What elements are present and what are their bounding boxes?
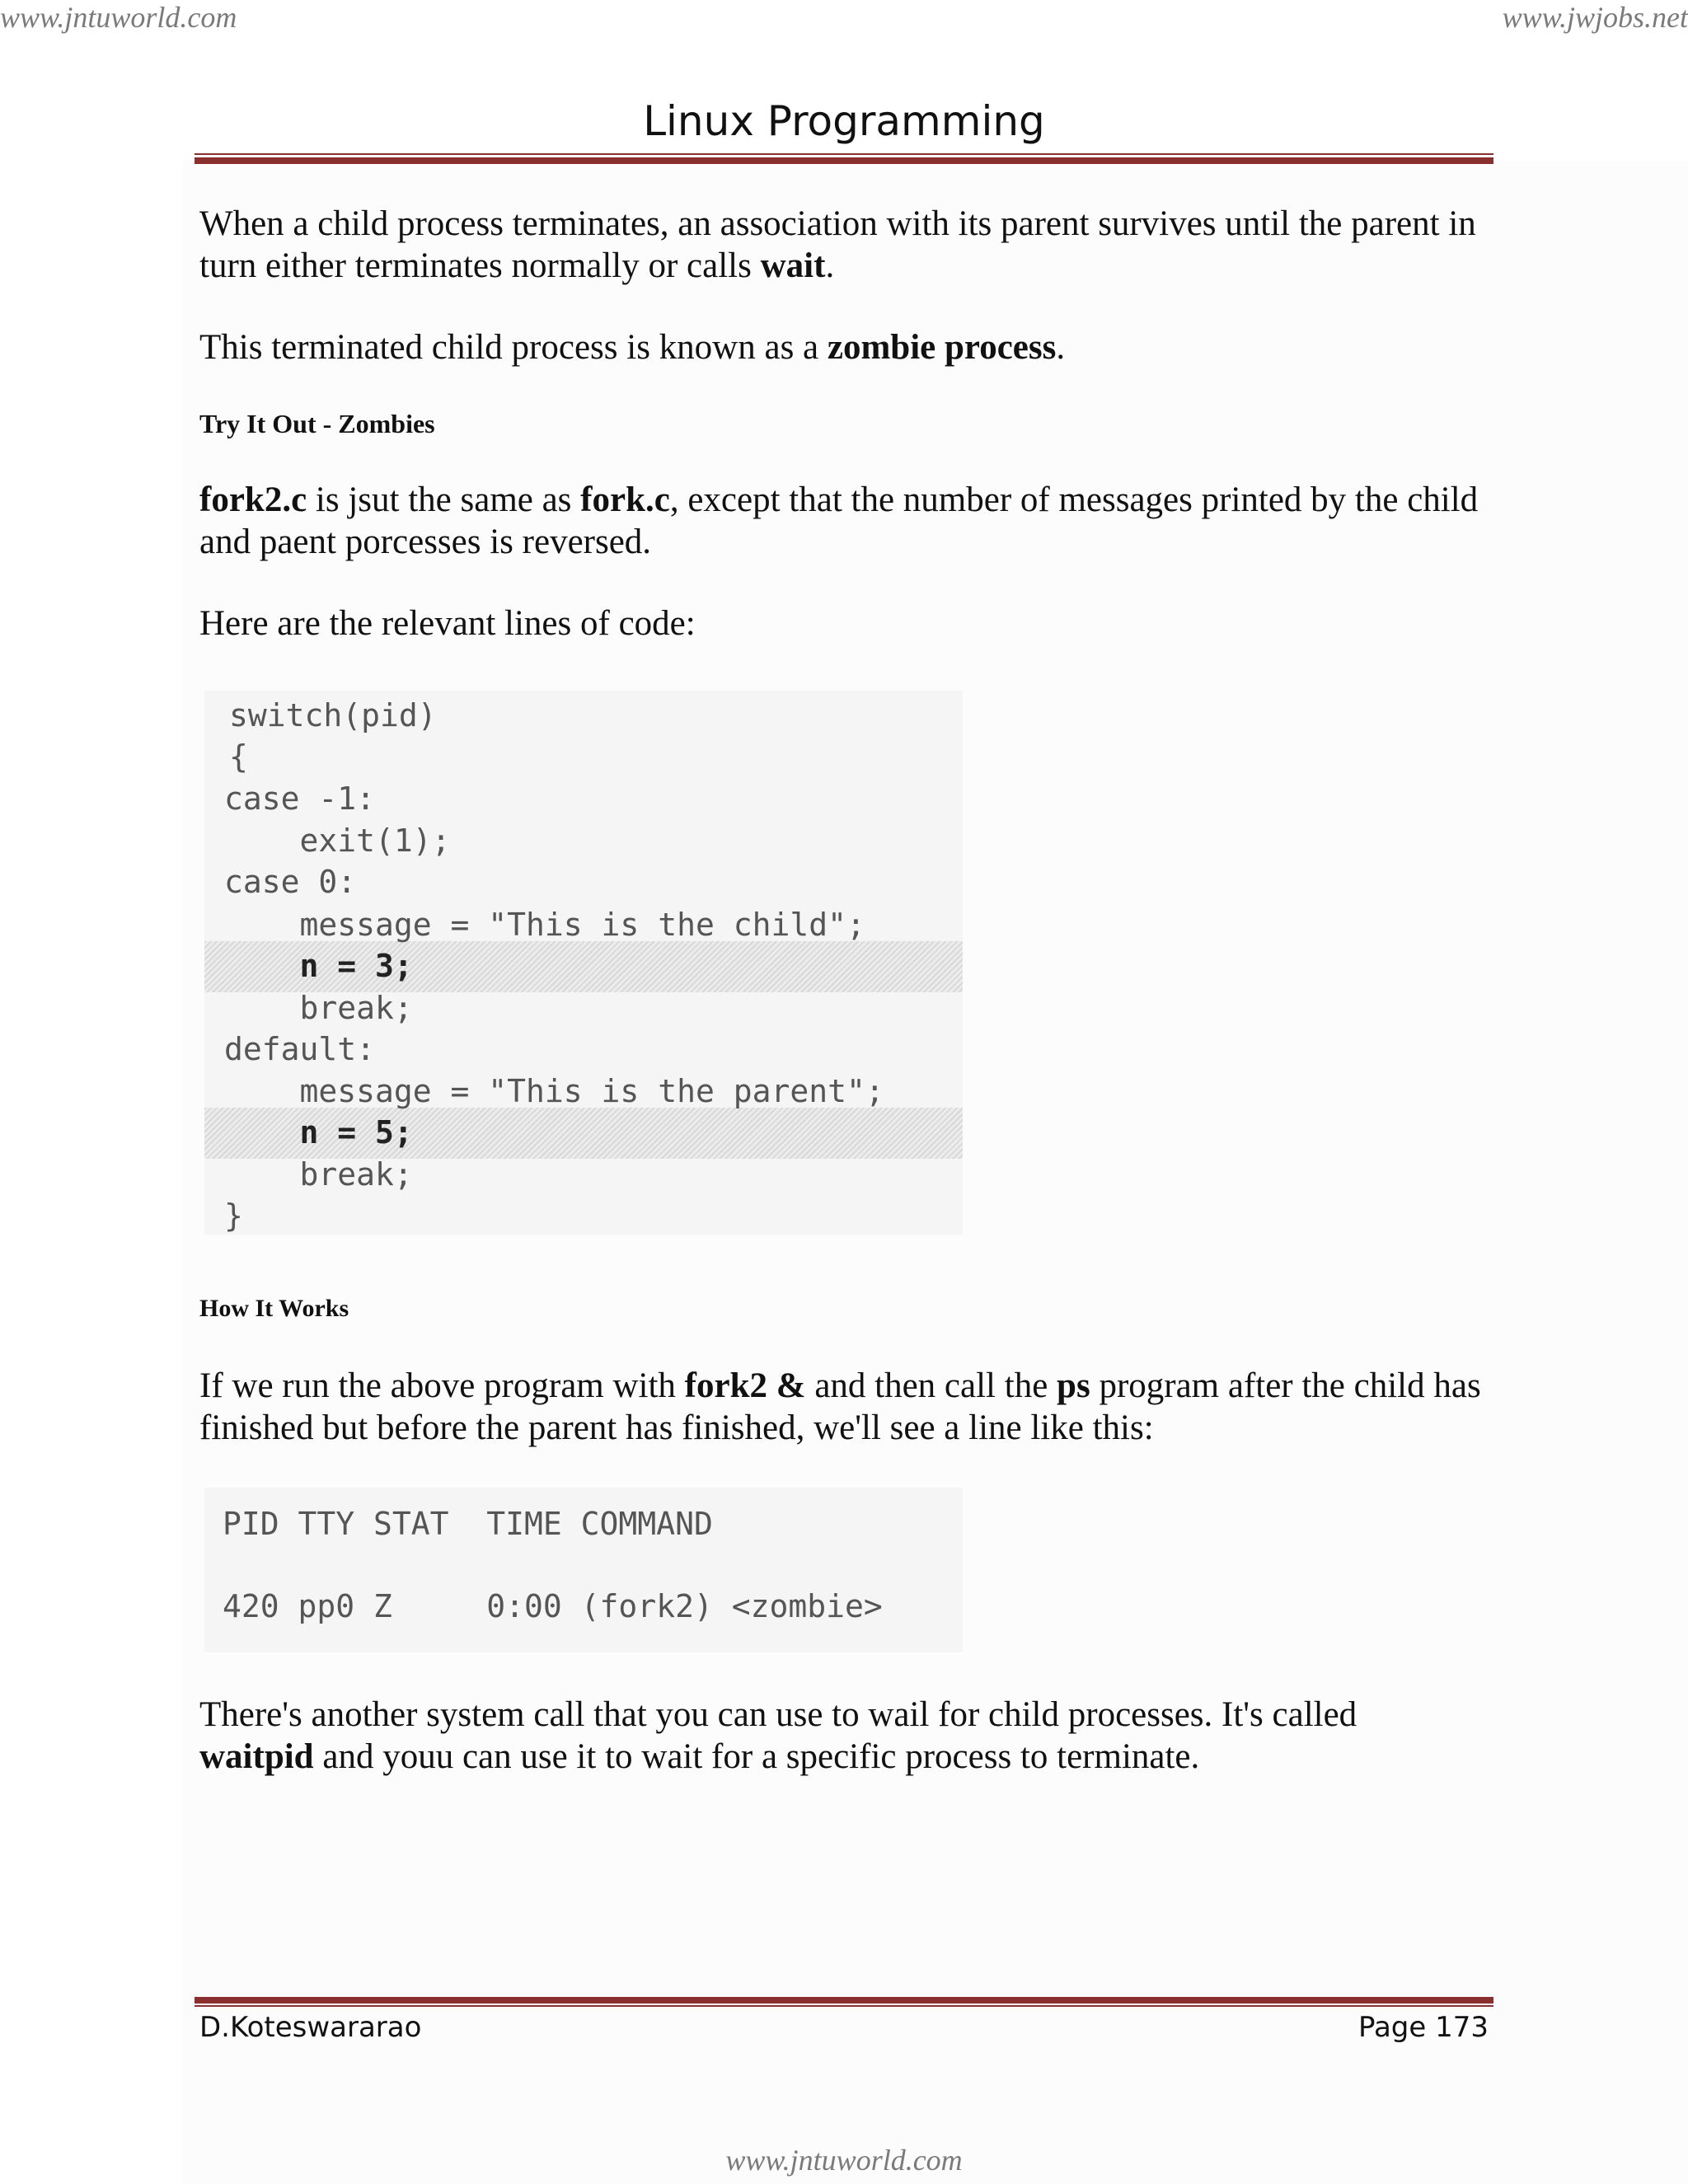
code-line: default:: [224, 1031, 376, 1067]
p2-bold-zombie-process: zombie process: [827, 328, 1057, 367]
p5-text1: If we run the above program with: [199, 1366, 685, 1405]
ps-zombie-row: 420 pp0 Z 0:00 (fork2) <zombie>: [223, 1588, 883, 1624]
ps-output: [204, 1488, 963, 1652]
p1-text2: .: [825, 246, 835, 285]
page-title: Linux Programming: [643, 97, 1045, 145]
p5-bold-fork2: fork2 &: [684, 1366, 806, 1405]
footer-rule-thick: [195, 1997, 1493, 2004]
p3-bold-fork2c: fork2.c: [199, 480, 307, 519]
paragraph-fork2-description: [199, 479, 1502, 563]
code-line: case -1:: [224, 780, 376, 817]
code-line: exit(1);: [224, 823, 451, 859]
code-line: {: [229, 738, 248, 775]
p6-text2: and youu can use it to wait for a specific process to terminate.: [313, 1737, 1200, 1776]
header-rule-thick: [195, 157, 1493, 164]
subheading-try-it-out: Try It Out - Zombies: [199, 409, 435, 438]
p1-text1: When a child process terminates, an association with its parent survives until the parent in turn either terminates normally or calls: [199, 204, 1476, 285]
code-line: case 0:: [224, 864, 357, 900]
footer-author: D.Koteswararao: [199, 2011, 422, 2044]
p1-bold-wait: wait: [760, 246, 826, 285]
header-rule-thin: [195, 153, 1493, 155]
p3-text2: , except that the number of messages printed by the child and paent porcesses is reversed.: [199, 480, 1479, 561]
code-line: n = 5;: [224, 1114, 413, 1151]
code-line: break;: [224, 990, 413, 1026]
watermark-top-left[interactable]: www.jntuworld.com: [0, 1, 237, 34]
p3-bold-forkc: fork.c: [580, 480, 670, 519]
watermark-top-right[interactable]: www.jwjobs.net: [1502, 1, 1688, 34]
footer-rule-thin: [195, 2005, 1493, 2007]
code-line: message = "This is the parent";: [224, 1073, 884, 1109]
p6-text1: There's another system call that you can use to wail for child processes. It's called: [199, 1695, 1357, 1734]
code-line: message = "This is the child";: [224, 907, 865, 943]
p2-text1: This terminated child process is known as a: [199, 328, 828, 367]
paragraph-zombie-intro: [199, 203, 1502, 287]
paragraph-ps-description: [199, 1365, 1502, 1449]
watermark-bottom[interactable]: www.jntuworld.com: [725, 2144, 963, 2177]
p6-bold-waitpid: waitpid: [199, 1737, 314, 1776]
p5-bold-ps: ps: [1057, 1366, 1090, 1405]
paragraph-zombie-definition: [199, 326, 1502, 368]
paragraph-code-intro: Here are the relevant lines of code:: [199, 604, 696, 643]
code-line: switch(pid): [229, 697, 437, 733]
ps-header-line: PID TTY STAT TIME COMMAND: [223, 1506, 713, 1542]
code-line: n = 3;: [224, 948, 413, 984]
p5-text3: program after the child has finished but before the parent has finished, we'll see a line like this:: [199, 1366, 1481, 1447]
p2-text2: .: [1056, 328, 1066, 367]
p3-text1: is jsut the same as: [307, 480, 581, 519]
paragraph-waitpid: [199, 1694, 1386, 1778]
p5-text2: and then call the: [805, 1366, 1057, 1405]
code-listing: [204, 691, 963, 1235]
code-line: break;: [224, 1156, 413, 1193]
footer-page-number: Page 173: [1357, 2011, 1489, 2044]
subheading-how-it-works: How It Works: [199, 1295, 349, 1322]
code-line: }: [224, 1197, 243, 1234]
